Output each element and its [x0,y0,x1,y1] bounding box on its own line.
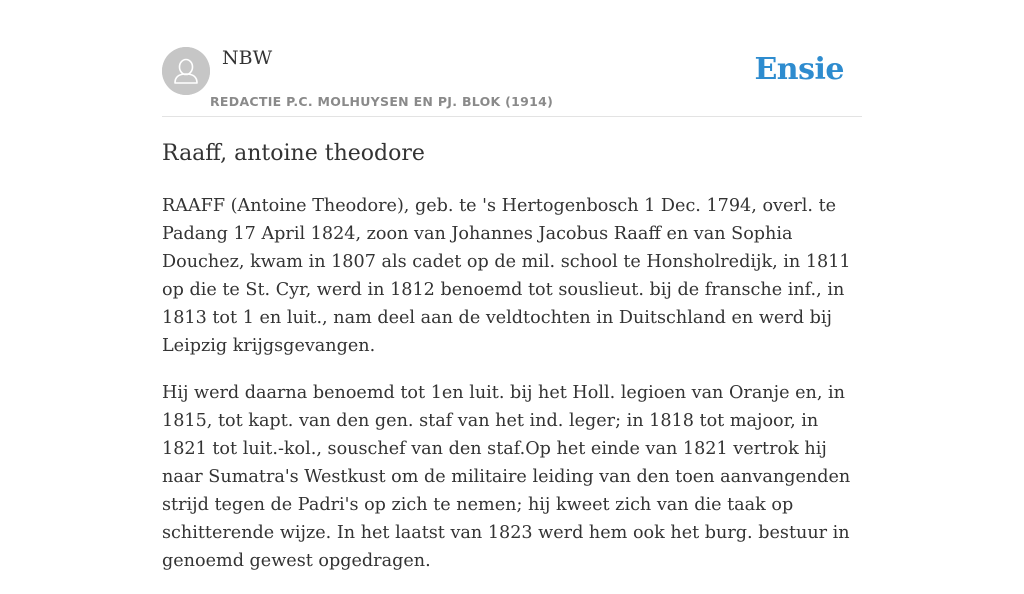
source-name[interactable]: NBW [222,47,273,69]
source-subtitle: REDACTIE P.C. MOLHUYSEN EN PJ. BLOK (1914) [210,94,554,109]
article-body [162,192,862,594]
article-paragraph: Hij werd daarna benoemd tot 1en luit. bij het Holl. legioen van Oranje en, in 1815, tot kapt. van den gen. staf van het ind. leger; in 1818 tot majoor, in 1821 tot luit.-kol., souschef van den staf.Op het einde van 1821 vertrok hij naar Sumatra's Westkust om de militaire leiding van den toen aanvangenden strijd tegen de Padri's op zich te nemen; hij kweet zich van die taak op schitterende wijze. In het laatst van 1823 werd hem ook het burg. bestuur in genoemd gewest opgedragen. [162,383,851,571]
user-icon[interactable] [162,47,210,95]
page-title: Raaff, antoine theodore [162,141,425,166]
article-paragraph: RAAFF (Antoine Theodore), geb. te 's Hertogenbosch 1 Dec. 1794, overl. te Padang 17 April 1824, zoon van Johannes Jacobus Raaff en van Sophia Douchez, kwam in 1807 als cadet op de mil. school te Honsholredijk, in 1811 op die te St. Cyr, werd in 1812 benoemd tot souslieut. bij de fransche inf., in 1813 tot 1 en luit., nam deel aan de veldtochten in Duitschland en werd bij Leipzig krijgsgevangen. [162,196,851,356]
ensie-logo[interactable]: Ensie [754,52,844,87]
source-header [162,40,862,117]
